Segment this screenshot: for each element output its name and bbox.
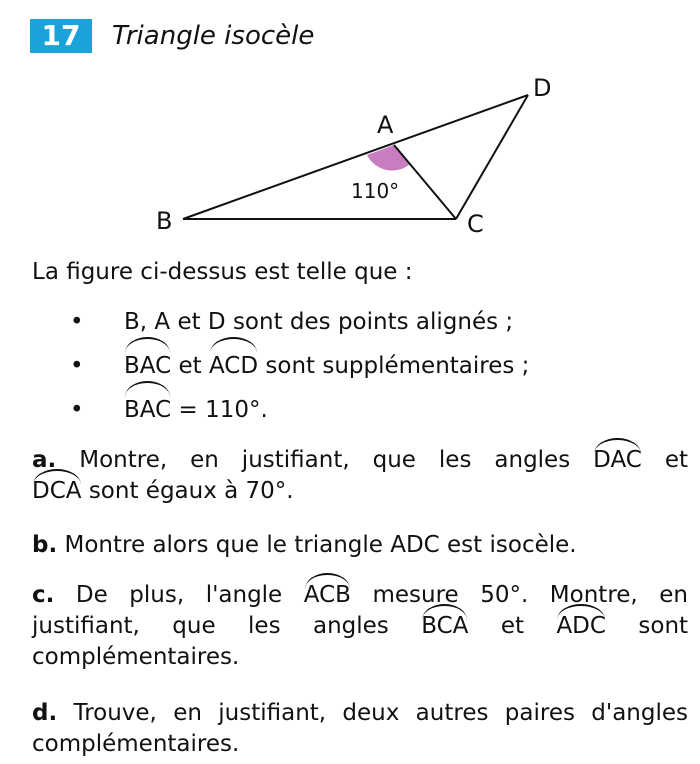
point-label-c: C [467,210,484,238]
angle-notation: DAC [593,445,642,476]
segment-dc [456,95,528,219]
condition-text: et [178,353,202,379]
bullet-marker: • [70,353,84,379]
point-label-b: B [156,207,173,235]
condition-item [32,388,672,432]
angle-notation: ACD [209,344,258,388]
question-a: a. Montre, en justifiant, que les angles DAC et DCA sont égaux à 70°. [32,445,688,507]
intro-sentence: La figure ci-dessus est telle que : [32,259,413,285]
exercise-header [30,18,314,54]
question-label: b. [32,532,58,558]
angle-notation: ADC [556,611,606,642]
question-label: a. [32,447,57,473]
condition-item [32,300,672,344]
question-label: d. [32,700,58,726]
conditions-list [32,300,672,432]
angle-notation: BCA [421,611,468,642]
question-c: c. De plus, l'angle ACB mesure 50°. Montre, en justifiant, que les angles BCA et ADC sont complémentaires. [32,582,689,670]
angle-notation: DCA [32,476,82,507]
bullet-marker: • [70,397,84,423]
question-b: b. Montre alors que le triangle ADC est isocèle. [32,532,577,558]
triangle-figure [0,60,700,250]
bullet-marker: • [70,309,84,335]
exercise-title: Triangle isocèle [112,21,315,51]
condition-text: = 110°. [178,397,268,423]
segment-ac [394,145,456,219]
condition-item [32,344,672,388]
question-d: d. Trouve, en justifiant, deux autres paires d'angles complémentaires. [32,700,688,757]
point-label-a: A [377,111,394,139]
question-label: c. [32,582,55,608]
angle-notation: BAC [124,344,171,388]
exercise-number-badge: 17 [30,19,92,53]
point-label-d: D [533,74,552,102]
condition-text: sont supplémentaires ; [265,353,530,379]
condition-text: B, A et D sont des points alignés ; [124,309,514,335]
angle-notation: ACB [304,580,351,611]
angle-notation: BAC [124,388,171,432]
angle-value-label: 110° [351,179,400,203]
